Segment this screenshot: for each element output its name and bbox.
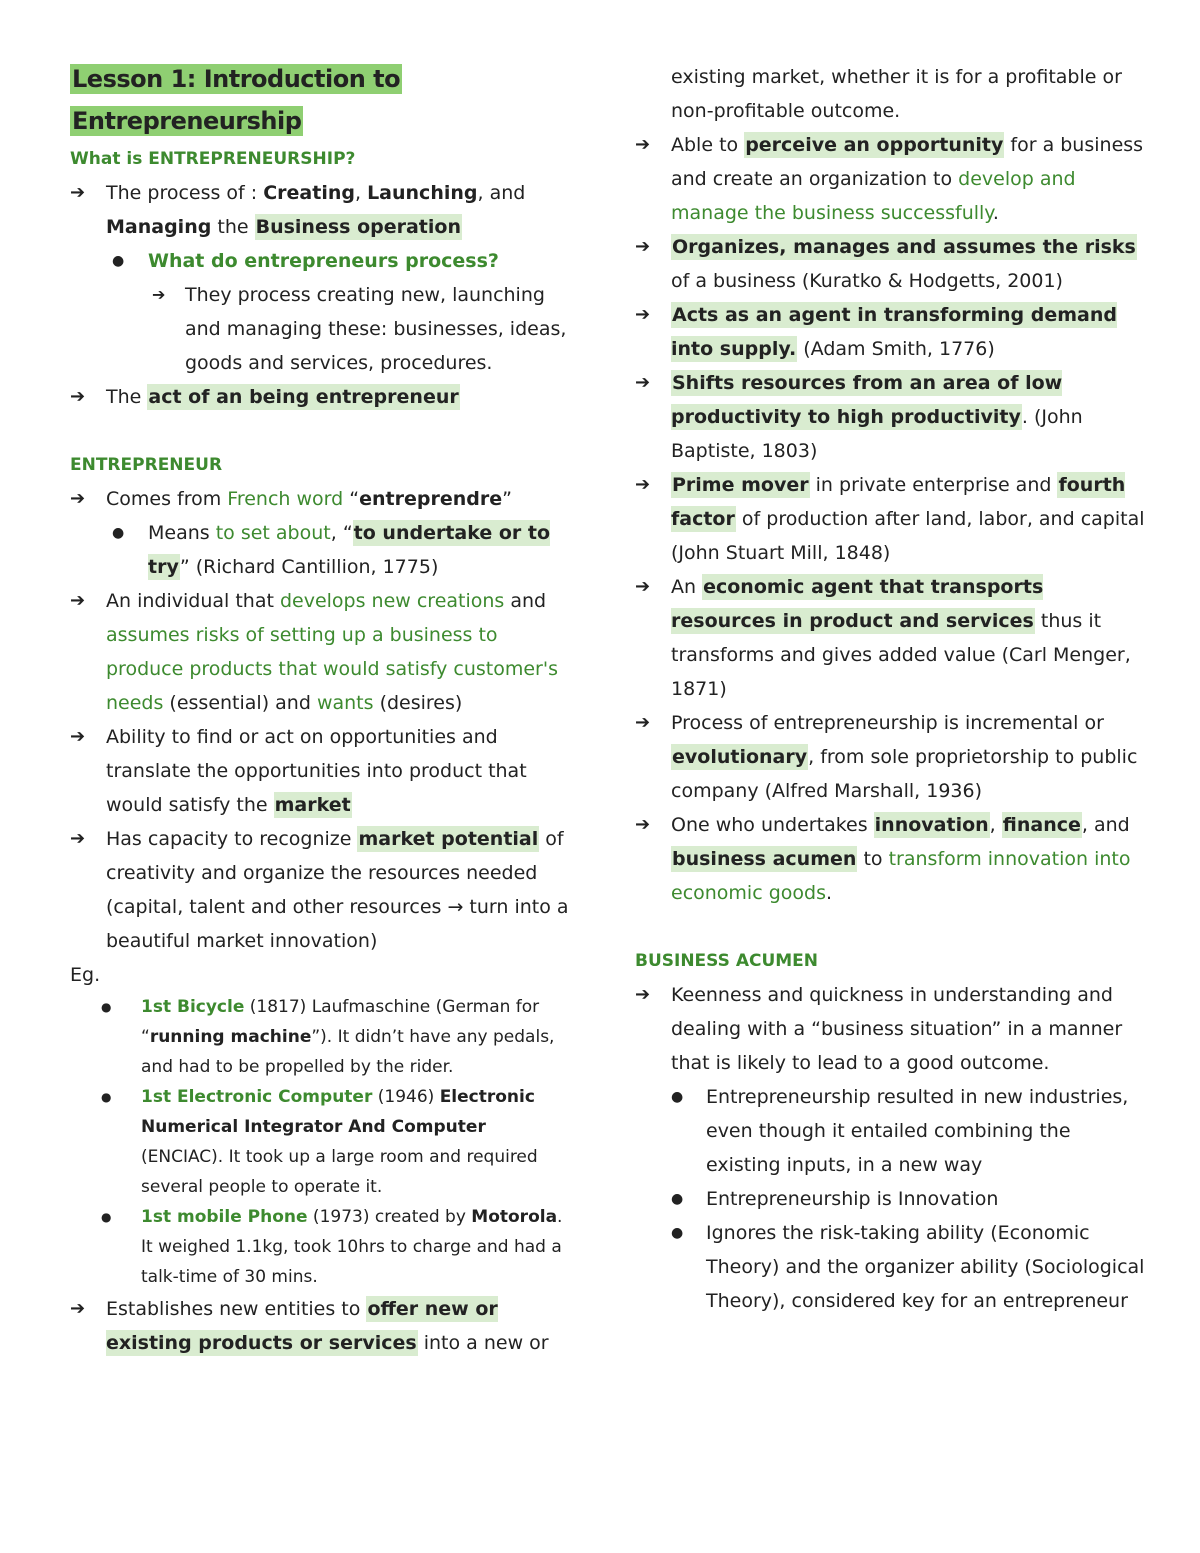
bullet-icon: ● xyxy=(671,1089,684,1105)
list-item: ➔ The act of an being entrepreneur xyxy=(70,380,570,414)
lesson-title: Lesson 1: Introduction to Entrepreneurship xyxy=(72,65,401,135)
list-item: ➔ An individual that develops new creations and assumes risks of setting up a business to produce products that would satisfy customer's needs (essential) and wants (desires) xyxy=(70,584,570,720)
list-item: ● Means to set about, “to undertake or to try” (Richard Cantillion, 1775) xyxy=(70,516,570,584)
list-item: ● What do entrepreneurs process? xyxy=(70,244,570,278)
arrow-icon: ➔ xyxy=(70,1298,86,1319)
list-item: ➔ Comes from French word “entreprendre” xyxy=(70,482,570,516)
bullet-icon: ● xyxy=(671,1191,684,1207)
list-item: ➔ Able to perceive an opportunity for a business and create an organization to develop and manage the business successfully. xyxy=(635,128,1145,230)
arrow-icon: ➔ xyxy=(70,182,86,203)
bullet-icon: ● xyxy=(671,1225,684,1241)
list-item: ➔ Establishes new entities to offer new or existing products or services into a new or xyxy=(70,1292,570,1360)
entrepreneur-heading: ENTREPRENEUR xyxy=(70,455,223,475)
arrow-icon: ➔ xyxy=(635,134,651,155)
list-item: ➔ Organizes, manages and assumes the risks of a business (Kuratko & Hodgetts, 2001) xyxy=(635,230,1145,298)
arrow-icon: ➔ xyxy=(635,984,651,1005)
list-item: ➔ Has capacity to recognize market potential of creativity and organize the resources needed (capital, talent and other resources → turn into a beautiful market innovation) xyxy=(70,822,570,958)
list-item-continued: existing market, whether it is for a profitable or non-profitable outcome. xyxy=(671,66,1122,122)
list-item: ➔ Shifts resources from an area of low productivity to high productivity. (John Baptiste, 1803) xyxy=(635,366,1145,468)
arrow-icon: ➔ xyxy=(152,285,166,304)
arrow-icon: ➔ xyxy=(635,372,651,393)
list-item: ➔ Ability to find or act on opportunities and translate the opportunities into product that would satisfy the market xyxy=(70,720,570,822)
arrow-icon: ➔ xyxy=(635,814,651,835)
list-item: ● Entrepreneurship resulted in new industries, even though it entailed combining the existing inputs, in a new way xyxy=(635,1080,1145,1182)
list-item: ● 1st Bicycle (1817) Laufmaschine (German for “running machine”). It didn’t have any pedals, and had to be propelled by the rider. xyxy=(70,992,570,1082)
right-column xyxy=(635,60,1145,1318)
arrow-icon: ➔ xyxy=(635,474,651,495)
arrow-icon: ➔ xyxy=(635,576,651,597)
list-item: ➔ The process of : Creating, Launching, and Managing the Business operation xyxy=(70,176,570,244)
arrow-icon: ➔ xyxy=(635,236,651,257)
arrow-icon: ➔ xyxy=(70,386,86,407)
bullet-icon: ● xyxy=(101,1000,112,1014)
list-item: ● Ignores the risk-taking ability (Economic Theory) and the organizer ability (Sociological Theory), considered key for an entrepreneur xyxy=(635,1216,1145,1318)
arrow-icon: ➔ xyxy=(70,726,86,747)
arrow-icon: ➔ xyxy=(70,828,86,849)
list-item: ➔ Process of entrepreneurship is incremental or evolutionary, from sole proprietorship to public company (Alfred Marshall, 1936) xyxy=(635,706,1145,808)
arrow-icon: ➔ xyxy=(70,488,86,509)
list-item: ➔ They process creating new, launching and managing these: businesses, ideas, goods and services, procedures. xyxy=(70,278,570,380)
bullet-icon: ● xyxy=(101,1090,112,1104)
list-item: ● Entrepreneurship is Innovation xyxy=(635,1182,1145,1216)
list-item: ➔ An economic agent that transports resources in product and services thus it transforms and gives added value (Carl Menger, 1871) xyxy=(635,570,1145,706)
list-item: ➔ Acts as an agent in transforming demand into supply. (Adam Smith, 1776) xyxy=(635,298,1145,366)
list-item: ➔ Keenness and quickness in understanding and dealing with a “business situation” in a manner that is likely to lead to a good outcome. xyxy=(635,978,1145,1080)
bullet-icon: ● xyxy=(112,525,125,541)
list-item: ● 1st mobile Phone (1973) created by Motorola. It weighed 1.1kg, took 10hrs to charge and had a talk-time of 30 mins. xyxy=(70,1202,570,1292)
bullet-icon: ● xyxy=(112,253,125,269)
business-acumen-heading: BUSINESS ACUMEN xyxy=(635,951,819,971)
list-item: ➔ One who undertakes innovation, finance, and business acumen to transform innovation into economic goods. xyxy=(635,808,1145,910)
arrow-icon: ➔ xyxy=(70,590,86,611)
list-item: ➔ Prime mover in private enterprise and fourth factor of production after land, labor, and capital (John Stuart Mill, 1848) xyxy=(635,468,1145,570)
example-label: Eg. xyxy=(70,964,101,986)
question-heading: What is ENTREPRENEURSHIP? xyxy=(70,149,356,169)
list-item: ● 1st Electronic Computer (1946) Electronic Numerical Integrator And Computer (ENCIAC). It took up a large room and required several people to operate it. xyxy=(70,1082,570,1202)
arrow-icon: ➔ xyxy=(635,712,651,733)
bullet-icon: ● xyxy=(101,1210,112,1224)
arrow-icon: ➔ xyxy=(635,304,651,325)
left-column xyxy=(70,58,570,1360)
